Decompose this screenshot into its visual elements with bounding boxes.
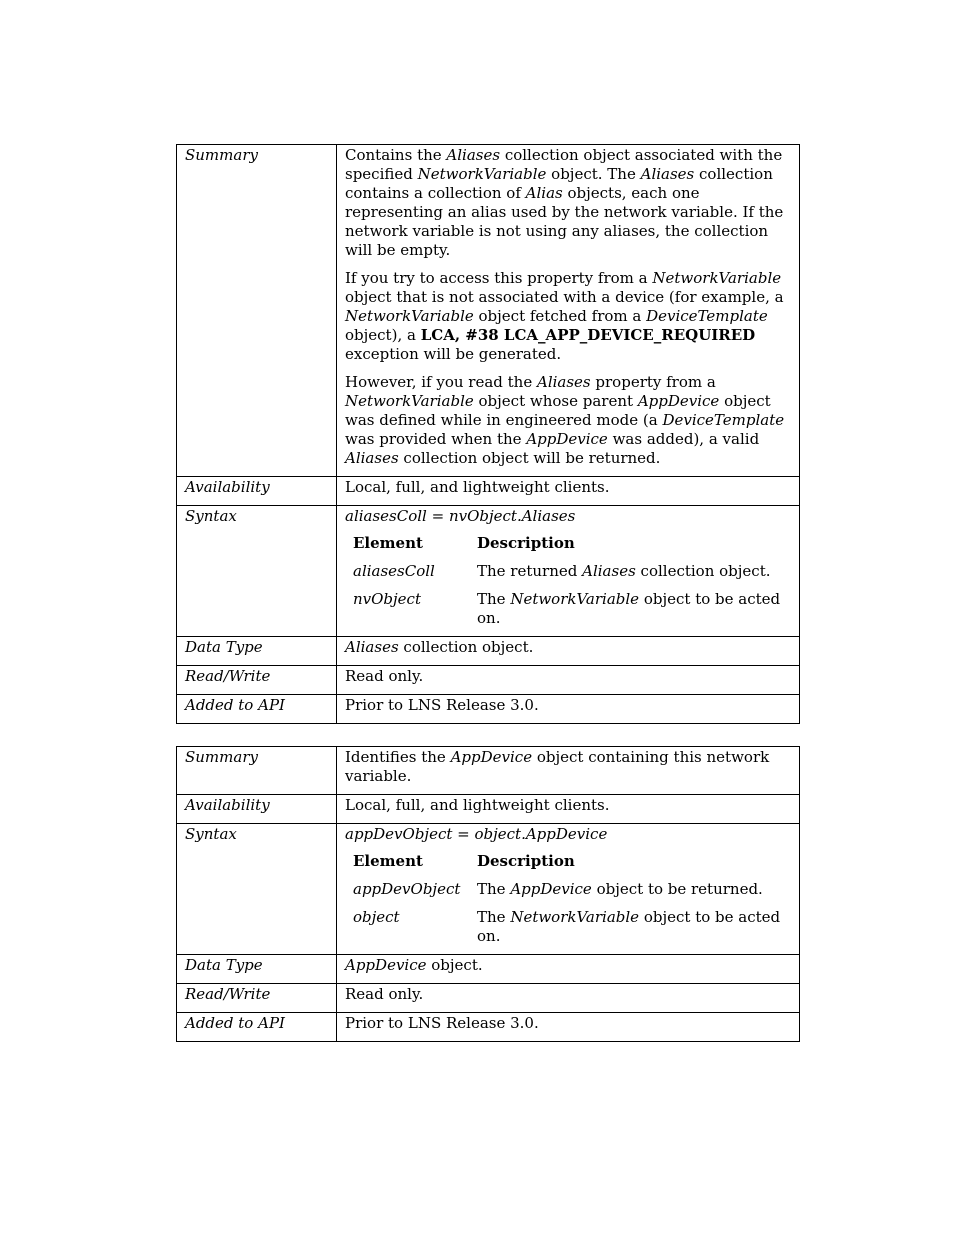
added-value: Prior to LNS Release 3.0.	[337, 695, 800, 724]
added-value: Prior to LNS Release 3.0.	[337, 1013, 800, 1042]
element-description: The returned Aliases collection object.	[477, 562, 771, 580]
readwrite-label: Read/Write	[177, 666, 337, 695]
availability-value: Local, full, and lightweight clients.	[337, 795, 800, 824]
syntax-row	[177, 506, 800, 637]
added-row	[177, 695, 800, 724]
availability-value: Local, full, and lightweight clients.	[337, 477, 800, 506]
datatype-label: Data Type	[177, 955, 337, 984]
summary-paragraph: If you try to access this property from a NetworkVariable object that is not associated with a device (for example, a NetworkVariable object fetched from a DeviceTemplate object), a LCA, #38 LCA_APP_DEVICE_REQUIRED exception will be generated.	[345, 269, 784, 363]
syntax-elements-table	[345, 534, 791, 628]
datatype-row	[177, 637, 800, 666]
element-description: The AppDevice object to be returned.	[477, 880, 763, 898]
element-name: object	[353, 908, 400, 926]
element-name: appDevObject	[353, 880, 461, 898]
summary-label: Summary	[177, 747, 337, 795]
datatype-label: Data Type	[177, 637, 337, 666]
syntax-label: Syntax	[177, 506, 337, 637]
added-row	[177, 1013, 800, 1042]
availability-row	[177, 795, 800, 824]
datatype-value: Aliases collection object.	[337, 637, 800, 666]
element-description: The NetworkVariable object to be acted on.	[477, 908, 781, 945]
availability-row	[177, 477, 800, 506]
readwrite-row	[177, 666, 800, 695]
syntax-elements-table	[345, 852, 791, 946]
summary-cell	[337, 747, 800, 795]
syntax-expression: aliasesColl = nvObject.Aliases	[345, 507, 576, 525]
syntax-elements-header	[345, 852, 791, 880]
description-header: Description	[477, 534, 575, 552]
datatype-row	[177, 955, 800, 984]
syntax-element-row	[345, 590, 791, 628]
readwrite-row	[177, 984, 800, 1013]
syntax-row	[177, 824, 800, 955]
summary-cell	[337, 145, 800, 477]
summary-paragraph: Identifies the AppDevice object containing this network variable.	[345, 748, 770, 785]
summary-row	[177, 145, 800, 477]
summary-paragraph: Contains the Aliases collection object associated with the specified NetworkVariable object. The Aliases collection contains a collection of Alias objects, each one representing an alias used by the network variable. If the network variable is not using any aliases, the collection will be empty.	[345, 146, 784, 259]
syntax-expression: appDevObject = object.AppDevice	[345, 825, 608, 843]
element-header: Element	[353, 852, 423, 870]
description-header: Description	[477, 852, 575, 870]
summary-label: Summary	[177, 145, 337, 477]
added-label: Added to API	[177, 695, 337, 724]
element-description: The NetworkVariable object to be acted on.	[477, 590, 781, 627]
syntax-element-row	[345, 880, 791, 908]
syntax-elements-header	[345, 534, 791, 562]
element-name: aliasesColl	[353, 562, 435, 580]
datatype-value: AppDevice object.	[337, 955, 800, 984]
aliases-property-table	[176, 144, 800, 724]
element-header: Element	[353, 534, 423, 552]
syntax-label: Syntax	[177, 824, 337, 955]
availability-label: Availability	[177, 795, 337, 824]
appdevice-property-table	[176, 746, 800, 1042]
syntax-cell	[337, 824, 800, 955]
readwrite-value: Read only.	[337, 984, 800, 1013]
added-label: Added to API	[177, 1013, 337, 1042]
element-name: nvObject	[353, 590, 421, 608]
summary-paragraph: However, if you read the Aliases property from a NetworkVariable object whose parent AppDevice object was defined while in engineered mode (a DeviceTemplate was provided when the AppDevice was added), a valid Aliases collection object will be returned.	[345, 373, 785, 467]
readwrite-value: Read only.	[337, 666, 800, 695]
syntax-cell	[337, 506, 800, 637]
readwrite-label: Read/Write	[177, 984, 337, 1013]
syntax-element-row	[345, 908, 791, 946]
availability-label: Availability	[177, 477, 337, 506]
syntax-element-row	[345, 562, 791, 590]
summary-row	[177, 747, 800, 795]
